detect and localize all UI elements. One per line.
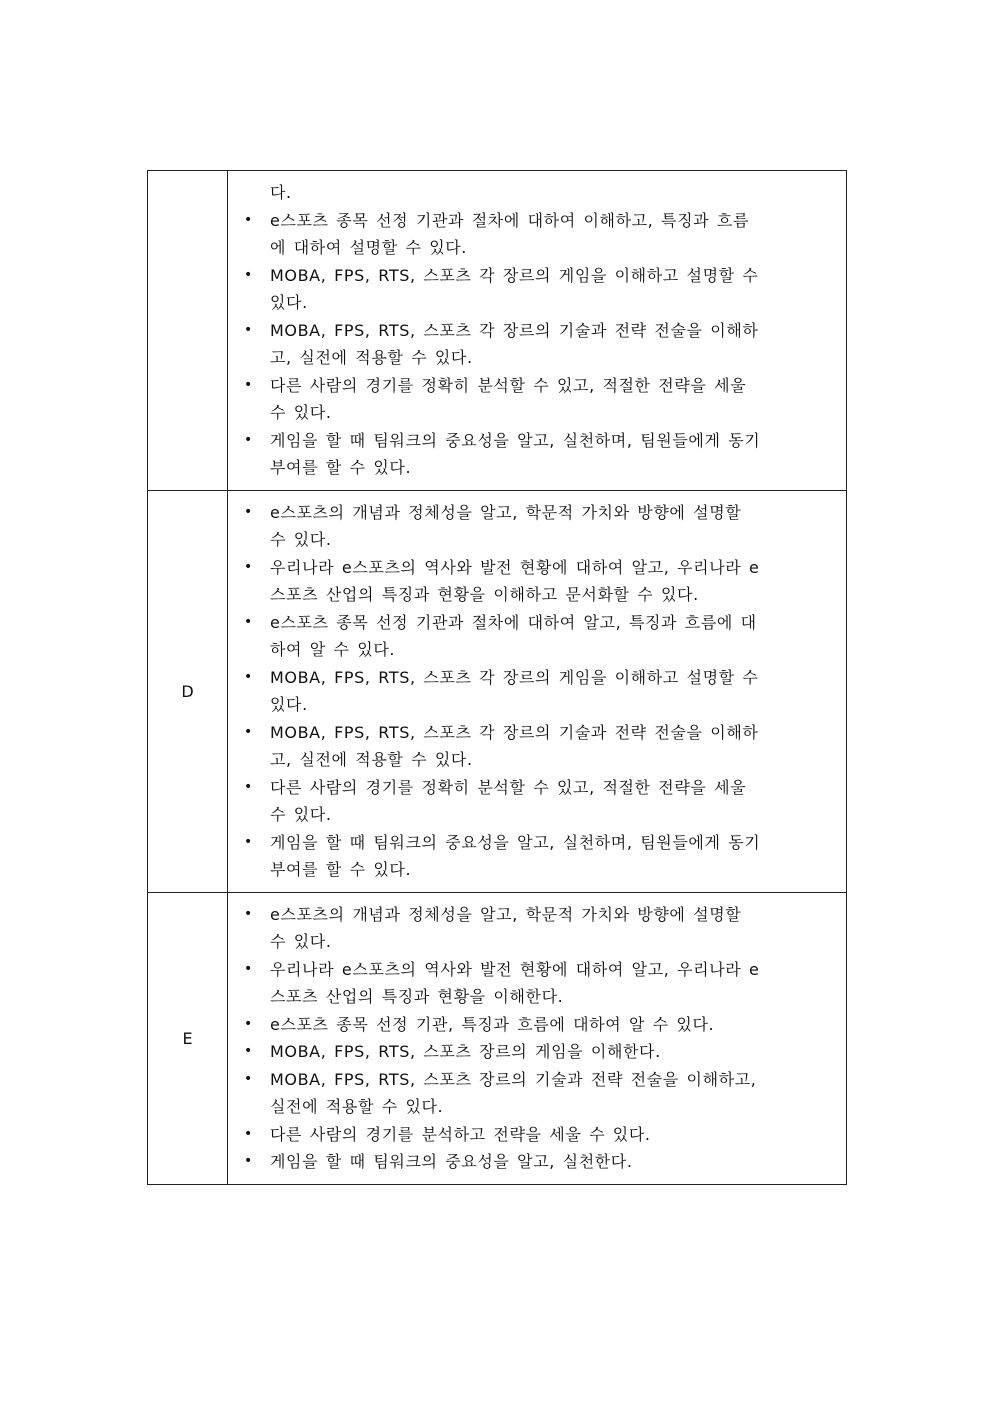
- criteria-item-continuation: 수 있다.: [270, 530, 332, 549]
- table-row: [148, 171, 847, 491]
- criteria-list: [244, 179, 832, 482]
- criteria-item-continuation: 에 대하여 설명할 수 있다.: [270, 238, 467, 257]
- grade-label: D: [181, 681, 194, 701]
- grade-cell: [148, 892, 228, 1184]
- criteria-cell: [228, 892, 847, 1184]
- criteria-item: • MOBA, FPS, RTS, 스포츠 각 장르의 기술과 전략 전술을 이해하: [244, 317, 832, 345]
- criteria-item: • MOBA, FPS, RTS, 스포츠 장르의 게임을 이해한다.: [244, 1038, 832, 1066]
- criteria-list: [244, 901, 832, 1176]
- criteria-item: • MOBA, FPS, RTS, 스포츠 각 장르의 게임을 이해하고 설명할 수: [244, 262, 832, 290]
- grade-cell: [148, 490, 228, 892]
- table-body: [148, 171, 847, 1185]
- criteria-item: • 게임을 할 때 팀워크의 중요성을 알고, 실천한다.: [244, 1148, 832, 1176]
- criteria-item-continuation: 부여를 할 수 있다.: [270, 860, 412, 879]
- achievement-criteria-table: [147, 170, 847, 1185]
- criteria-item-continuation: 있다.: [270, 293, 308, 312]
- criteria-item-continuation: 수 있다.: [270, 403, 332, 422]
- criteria-item-continuation: 다.: [270, 183, 292, 202]
- table-row: [148, 892, 847, 1184]
- criteria-item-continuation: 스포츠 산업의 특징과 현황을 이해한다.: [270, 987, 564, 1006]
- criteria-item: • e스포츠 종목 선정 기관과 절차에 대하여 알고, 특징과 흐름에 대: [244, 609, 832, 637]
- criteria-item: • e스포츠의 개념과 정체성을 알고, 학문적 가치와 방향에 설명할: [244, 499, 832, 527]
- criteria-item: • MOBA, FPS, RTS, 스포츠 각 장르의 게임을 이해하고 설명할 수: [244, 664, 832, 692]
- criteria-item-continuation: 고, 실전에 적용할 수 있다.: [270, 348, 473, 367]
- criteria-item: • 다른 사람의 경기를 정확히 분석할 수 있고, 적절한 전략을 세울: [244, 774, 832, 802]
- criteria-item: • MOBA, FPS, RTS, 스포츠 각 장르의 기술과 전략 전술을 이해하: [244, 719, 832, 747]
- criteria-item-continuation: 스포츠 산업의 특징과 현황을 이해하고 문서화할 수 있다.: [270, 585, 699, 604]
- criteria-item-continuation: 있다.: [270, 695, 308, 714]
- criteria-item-continuation: 수 있다.: [270, 932, 332, 951]
- criteria-item: • 게임을 할 때 팀워크의 중요성을 알고, 실천하며, 팀원들에게 동기: [244, 829, 832, 857]
- criteria-item-continuation: 하여 알 수 있다.: [270, 640, 396, 659]
- grade-label: E: [182, 1028, 193, 1048]
- criteria-item: • 게임을 할 때 팀워크의 중요성을 알고, 실천하며, 팀원들에게 동기: [244, 427, 832, 455]
- criteria-list: [244, 499, 832, 884]
- criteria-item-continuation: 고, 실전에 적용할 수 있다.: [270, 750, 473, 769]
- criteria-cell: [228, 171, 847, 491]
- criteria-item: • 우리나라 e스포츠의 역사와 발전 현황에 대하여 알고, 우리나라 e: [244, 956, 832, 984]
- criteria-item: • e스포츠 종목 선정 기관, 특징과 흐름에 대하여 알 수 있다.: [244, 1011, 832, 1039]
- criteria-cell: [228, 490, 847, 892]
- table-row: [148, 490, 847, 892]
- criteria-item: • 우리나라 e스포츠의 역사와 발전 현황에 대하여 알고, 우리나라 e: [244, 554, 832, 582]
- grade-cell: [148, 171, 228, 491]
- criteria-item-continuation: 수 있다.: [270, 805, 332, 824]
- criteria-item: • e스포츠의 개념과 정체성을 알고, 학문적 가치와 방향에 설명할: [244, 901, 832, 929]
- criteria-item: • e스포츠 종목 선정 기관과 절차에 대하여 이해하고, 특징과 흐름: [244, 207, 832, 235]
- criteria-item: • MOBA, FPS, RTS, 스포츠 장르의 기술과 전략 전술을 이해하고,: [244, 1066, 832, 1094]
- criteria-item-continuation: 실전에 적용할 수 있다.: [270, 1097, 444, 1116]
- criteria-item-continuation: 부여를 할 수 있다.: [270, 458, 412, 477]
- criteria-item: • 다른 사람의 경기를 정확히 분석할 수 있고, 적절한 전략을 세울: [244, 372, 832, 400]
- criteria-item: • 다른 사람의 경기를 분석하고 전략을 세울 수 있다.: [244, 1121, 832, 1149]
